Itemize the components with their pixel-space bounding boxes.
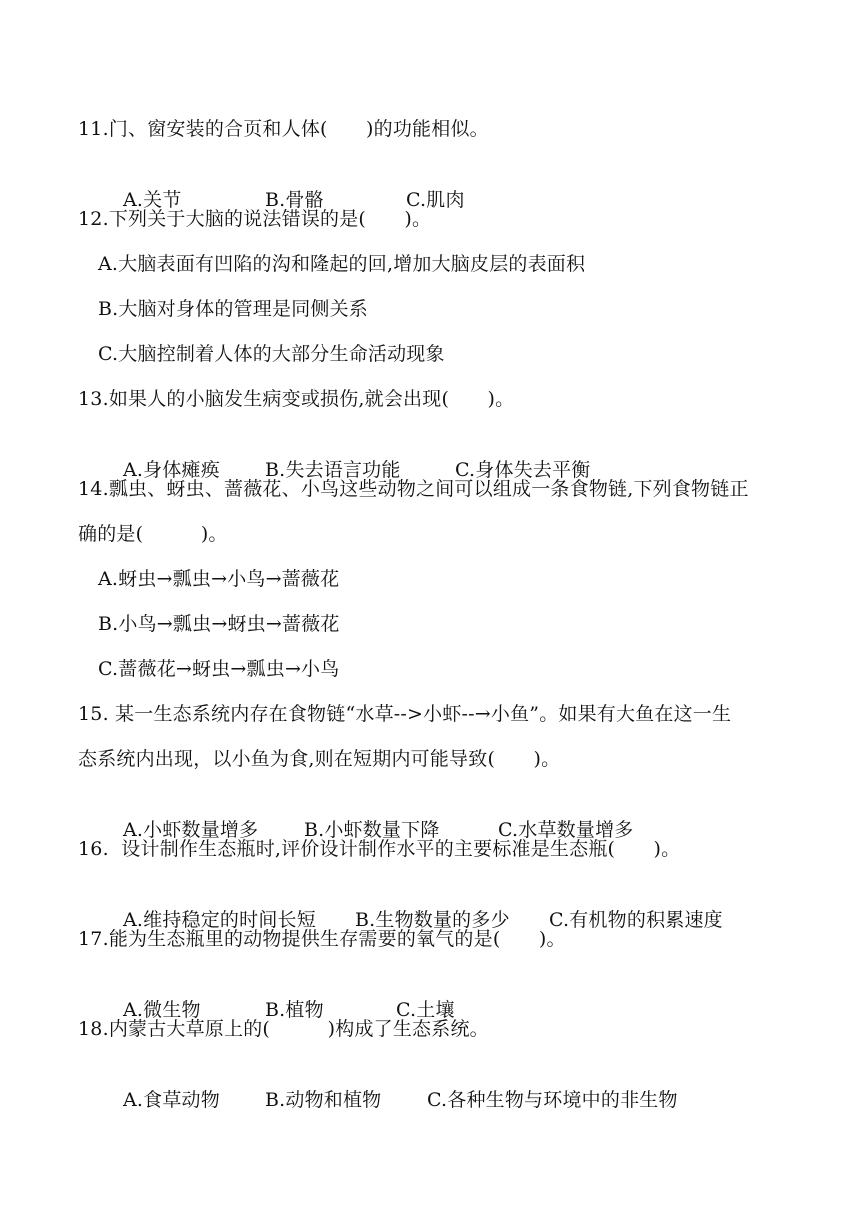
question-13-text: 13.如果人的小脑发生病变或损伤,就会出现( )。: [78, 388, 515, 410]
option-a: A.微生物: [122, 999, 201, 1021]
option-a: A.维持稳定的时间长短: [122, 909, 316, 931]
question-12-option-a: A.大脑表面有凹陷的沟和隆起的回,增加大脑皮层的表面积: [98, 253, 586, 275]
question-16-text: 16. 设计制作生态瓶时,评价设计制作水平的主要标准是生态瓶( )。: [78, 838, 681, 860]
option-b: B.植物: [264, 999, 324, 1021]
question-15-text-line-1: 15. 某一生态系统内存在食物链“水草-->小虾--→小鱼”。如果有大鱼在这一生: [78, 703, 732, 725]
option-b: B.骨骼: [264, 189, 324, 211]
question-11-text: 11.门、窗安装的合页和人体( )的功能相似。: [78, 118, 489, 140]
question-18-options: [98, 1061, 678, 1139]
option-b: B.失去语言功能: [264, 459, 401, 481]
question-14-option-c: C.蔷薇花→蚜虫→瓢虫→小鸟: [98, 658, 340, 680]
option-b: B.小虾数量下降: [303, 819, 440, 841]
option-c: C.肌肉: [405, 189, 465, 211]
question-12-text: 12.下列关于大脑的说法错误的是( )。: [78, 208, 432, 230]
question-14-option-b: B.小鸟→瓢虫→蚜虫→蔷薇花: [98, 613, 340, 635]
question-14-text-line-1: 14.瓢虫、蚜虫、蔷薇花、小鸟这些动物之间可以组成一条食物链,下列食物链正: [78, 478, 749, 500]
option-c: C.土壤: [395, 999, 455, 1021]
option-a: A.关节: [122, 189, 182, 211]
option-c: C.身体失去平衡: [454, 459, 591, 481]
option-b: B.生物数量的多少: [354, 909, 510, 931]
option-a: A.食草动物: [122, 1089, 220, 1111]
option-c: C.有机物的积累速度: [548, 909, 723, 931]
question-14-option-a: A.蚜虫→瓢虫→小鸟→蔷薇花: [98, 568, 340, 590]
option-c: C.各种生物与环境中的非生物: [426, 1089, 678, 1111]
question-15-text-line-2: 态系统内出现，以小鱼为食,则在短期内可能导致( )。: [78, 748, 561, 770]
option-a: A.身体瘫痪: [122, 459, 220, 481]
option-a: A.小虾数量增多: [122, 819, 259, 841]
option-b: B.动物和植物: [264, 1089, 382, 1111]
question-14-text-line-2: 确的是( )。: [78, 523, 228, 545]
question-18-text: 18.内蒙古大草原上的( )构成了生态系统。: [78, 1018, 489, 1040]
option-c: C.水草数量增多: [497, 819, 634, 841]
question-12-option-c: C.大脑控制着人体的大部分生命活动现象: [98, 343, 445, 365]
question-12-option-b: B.大脑对身体的管理是同侧关系: [98, 298, 369, 320]
question-17-text: 17.能为生态瓶里的动物提供生存需要的氧气的是( )。: [78, 928, 566, 950]
